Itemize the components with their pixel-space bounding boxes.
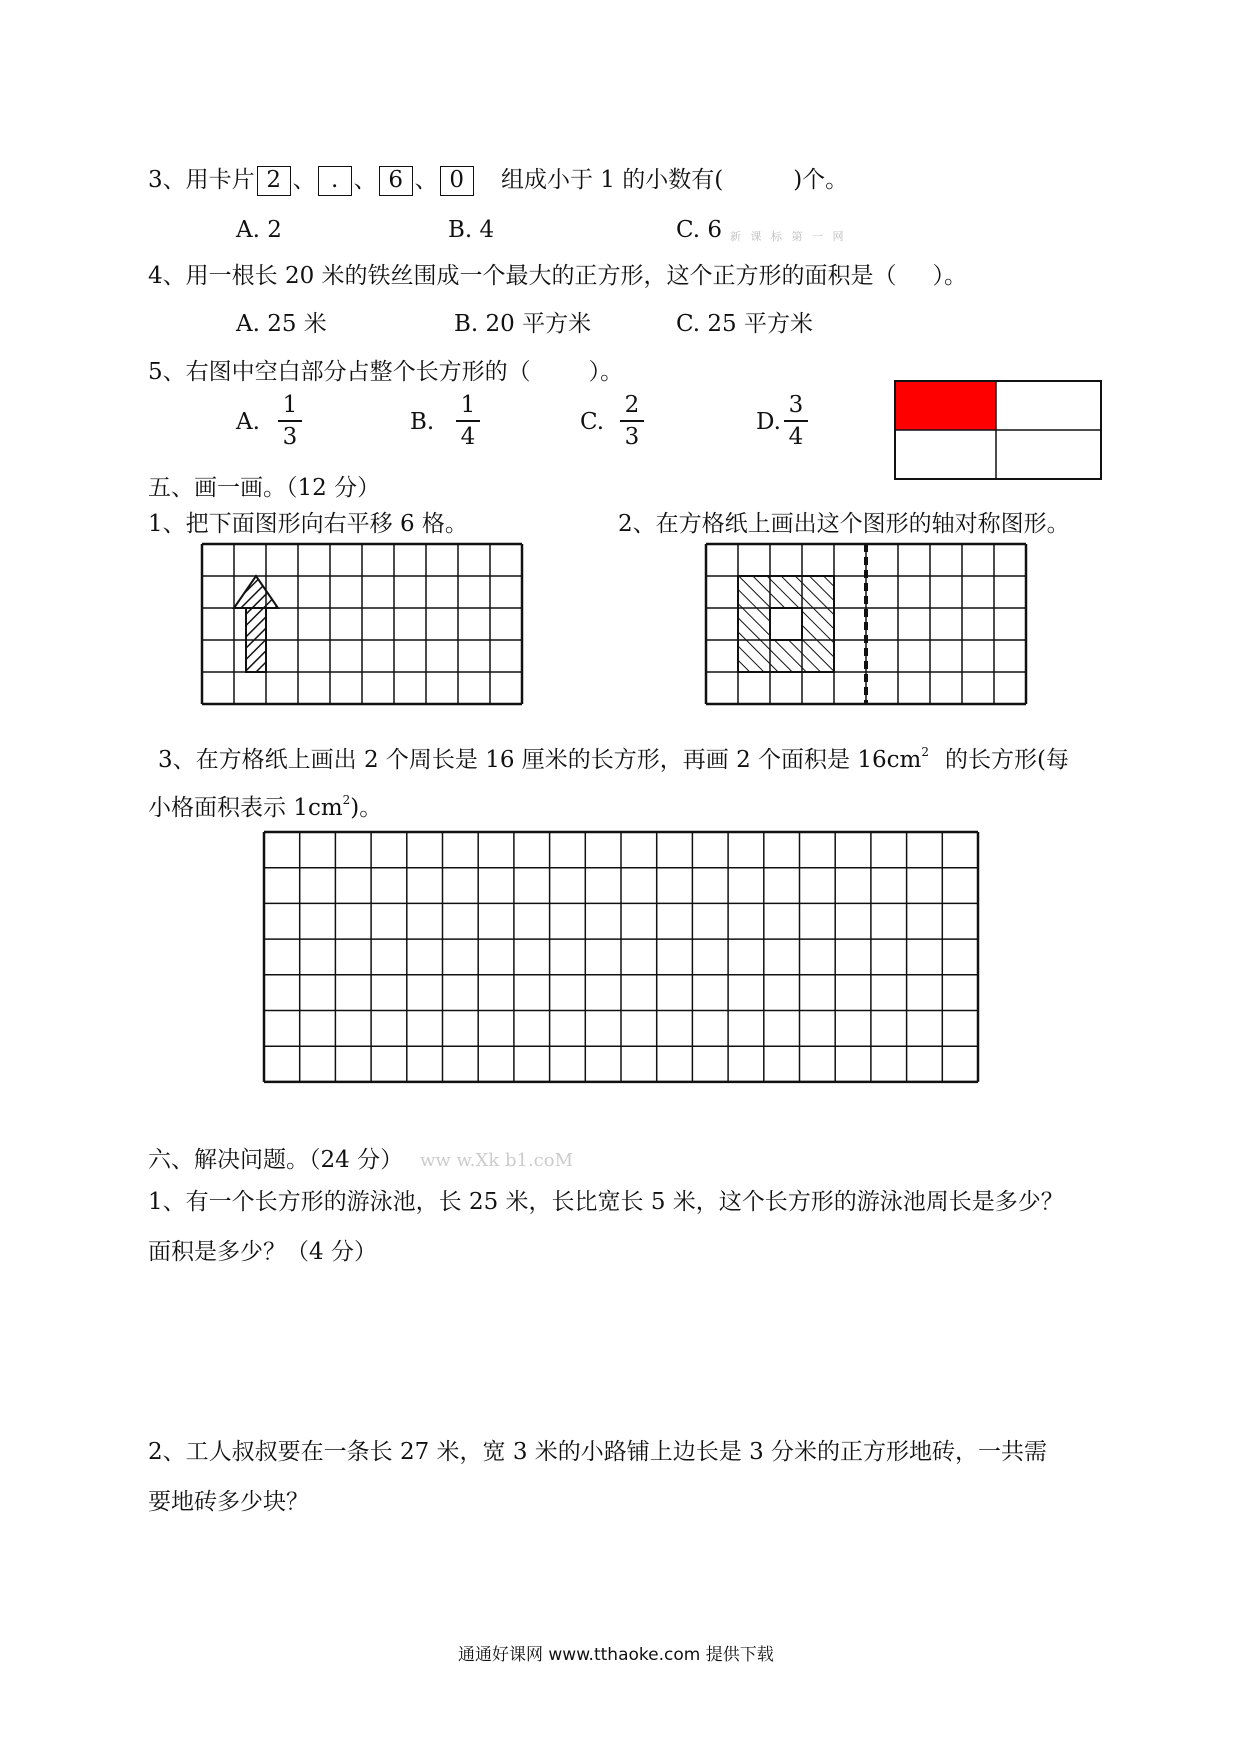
q5-option-a-fraction [278, 392, 302, 450]
q3-suffix-a: 组成小于 1 的小数有( [500, 167, 724, 193]
sep: 、 [414, 167, 438, 193]
area-grid [264, 832, 982, 1084]
numerator: 1 [460, 392, 476, 418]
q4-option-a: A. 25 米 [236, 311, 327, 337]
denominator: 4 [788, 423, 804, 450]
translation-grid [202, 544, 526, 706]
sec5-q1: 1、把下面图形向右平移 6 格。 [148, 511, 468, 537]
sec6-q2-line1: 2、工人叔叔要在一条长 27 米，宽 3 米的小路铺上边长是 3 分米的正方形地砖，一共需 [148, 1439, 1048, 1465]
sec6-q1-line1: 1、有一个长方形的游泳池，长 25 米，长比宽长 5 米，这个长方形的游泳池周长是多少？ [148, 1189, 1064, 1215]
q4-option-c: C. 25 平方米 [676, 311, 813, 337]
q4-text-a: 4、用一根长 20 米的铁丝围成一个最大的正方形，这个正方形的面积是（ [148, 263, 897, 289]
q4-text-b: ）。 [932, 263, 968, 289]
fraction-bar [456, 420, 480, 422]
symmetry-grid [706, 544, 1030, 706]
q4-option-b: B. 20 平方米 [454, 311, 592, 337]
footer: 通通好课网 www.tthaoke.com 提供下载 [458, 1645, 774, 1665]
denominator: 3 [282, 423, 298, 450]
q3-line2-b: )。 [350, 795, 383, 821]
q3-text-a: 3、在方格纸上画出 2 个周长是 16 厘米的长方形，再画 2 个面积是 16cm [158, 747, 922, 773]
sec5-q3-line2 [148, 794, 382, 822]
numerator: 2 [624, 392, 640, 418]
fraction-bar [784, 420, 808, 422]
section-5-title: 五、画一画。（12 分） [148, 475, 381, 501]
q5-option-d-fraction [784, 392, 808, 450]
sec6-q2-line2: 要地砖多少块？ [148, 1489, 309, 1515]
q5-option-c-fraction [620, 392, 644, 450]
q5-option-b-fraction [456, 392, 480, 450]
card-2: 2 [257, 166, 291, 196]
sec5-q2: 2、在方格纸上画出这个图形的轴对称图形。 [618, 511, 1070, 537]
q5-option-d-letter: D. [756, 409, 781, 435]
superscript: 2 [921, 745, 929, 759]
sec5-q3-line1 [158, 746, 1069, 774]
q5-text-a: 5、右图中空白部分占整个长方形的（ [148, 359, 531, 385]
q5-rectangle-figure [894, 380, 1104, 482]
superscript: 2 [342, 793, 351, 807]
card-6: 6 [379, 166, 413, 196]
q3-option-c: C. 6 [676, 217, 723, 243]
q3-text-b: 的长方形(每 [944, 747, 1069, 773]
q3-suffix-b: )个。 [793, 167, 849, 193]
q4-line [148, 262, 967, 290]
q5-option-c-letter: C. [580, 409, 605, 435]
ring-shape [738, 576, 834, 672]
shaded-part [895, 381, 996, 430]
q5-text-b: ）。 [588, 359, 624, 385]
denominator: 3 [624, 423, 640, 450]
numerator: 3 [788, 392, 804, 418]
sec6-q1-line2: 面积是多少？（4 分） [148, 1239, 377, 1265]
watermark-small: 新 课 标 第 一 网 [730, 230, 847, 243]
q5-option-b-letter: B. [410, 409, 435, 435]
sep: 、 [353, 167, 377, 193]
sep: 、 [292, 167, 316, 193]
numerator: 1 [282, 392, 298, 418]
fraction-bar [620, 420, 644, 422]
q5-line [148, 358, 623, 386]
q3-line [148, 166, 848, 196]
q3-prefix: 3、用卡片 [148, 167, 255, 193]
card-0: 0 [440, 166, 474, 196]
fraction-bar [278, 420, 302, 422]
q3-option-b: B. 4 [448, 217, 495, 243]
watermark-url: ww w.Xk b1.coM [420, 1150, 574, 1171]
q5-option-a-letter: A. [236, 409, 260, 435]
card-dot: . [318, 166, 352, 196]
q3-line2-a: 小格面积表示 1cm [148, 795, 343, 821]
section-6-title: 六、解决问题。（24 分） [148, 1147, 404, 1173]
arrow-shape [234, 576, 278, 672]
q3-option-a: A. 2 [236, 217, 282, 243]
denominator: 4 [460, 423, 476, 450]
